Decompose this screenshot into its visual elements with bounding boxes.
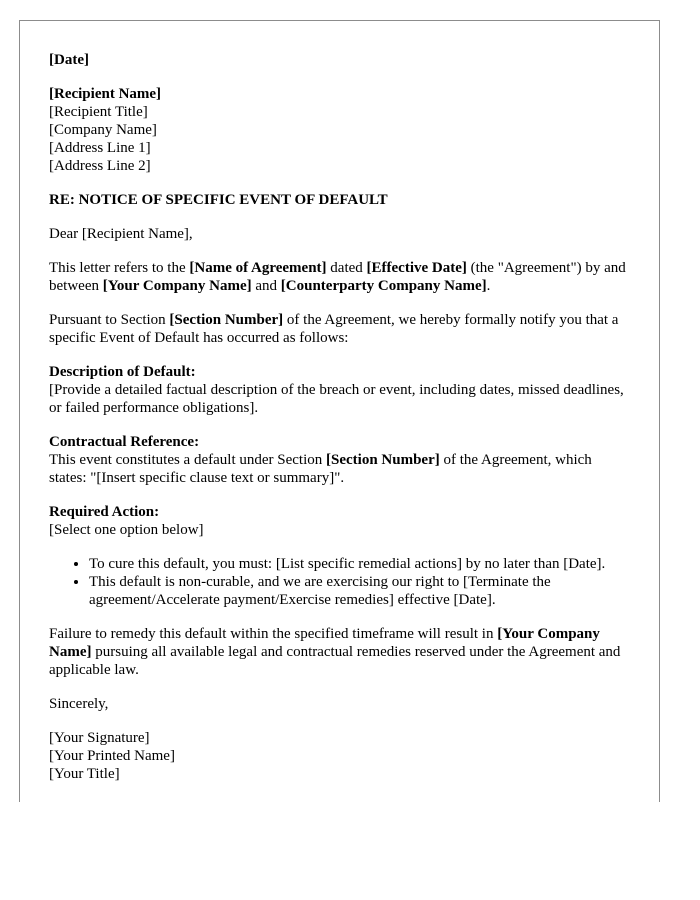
failure-paragraph — [49, 625, 630, 679]
description-heading-text: Description of Default: — [49, 364, 196, 380]
description-text: [Provide a detailed factual description of the breach or event, including dates, missed deadlines, or failed performance obligations]. — [49, 382, 624, 416]
agreement-name: [Name of Agreement] — [189, 260, 327, 276]
intro-text-2: dated — [326, 260, 367, 276]
required-action-section — [49, 503, 630, 539]
recipient-company: [Company Name] — [49, 122, 157, 138]
your-company-name: [Your Company Name] — [102, 278, 252, 294]
required-action-heading-text: Required Action: — [49, 504, 160, 520]
failure-text-2: pursuing all available legal and contractual remedies reserved under the Agreement and applicable law. — [49, 644, 621, 678]
list-item: • To cure this default, you must: [List specific remedial actions] by no later than [Date]. — [89, 555, 630, 573]
counterparty-company-name: [Counterparty Company Name] — [280, 278, 487, 294]
effective-date: [Effective Date] — [366, 260, 467, 276]
pursuant-text-2: of the Agreement, we hereby formally notify you that a specific Event of Default has occurred as follows: — [49, 312, 619, 346]
contractual-heading — [49, 433, 630, 451]
required-action-options — [49, 555, 630, 609]
intro-text-4: and — [251, 278, 281, 294]
recipient-name — [49, 85, 630, 103]
required-action-text: [Select one option below] — [49, 522, 204, 538]
recipient-name-text: [Recipient Name] — [49, 86, 162, 102]
contractual-text-1: This event constitutes a default under Section — [49, 452, 327, 468]
recipient-title: [Recipient Title] — [49, 104, 148, 120]
contractual-text-2: of the Agreement, which states: "[Insert specific clause text or summary]". — [49, 452, 592, 486]
failure-company-name: [Your Company Name] — [49, 626, 600, 660]
pursuant-text-1: Pursuant to Section — [49, 312, 170, 328]
signature-block — [49, 729, 630, 783]
closing: Sincerely, — [49, 696, 109, 712]
title-line: [Your Title] — [49, 766, 120, 782]
recipient-address-line-1: [Address Line 1] — [49, 140, 151, 156]
subject-text: RE: NOTICE OF SPECIFIC EVENT OF DEFAULT — [49, 192, 388, 208]
letter-page — [19, 20, 660, 802]
intro-paragraph — [49, 259, 630, 295]
failure-text-1: Failure to remedy this default within the specified timeframe will result in — [49, 626, 498, 642]
recipient-address-line-2: [Address Line 2] — [49, 158, 151, 174]
description-section — [49, 363, 630, 417]
date-text: [Date] — [49, 52, 89, 68]
recipient-block — [49, 85, 630, 175]
section-number: [Section Number] — [169, 312, 284, 328]
signature-line: [Your Signature] — [49, 730, 150, 746]
pursuant-paragraph — [49, 311, 630, 347]
salutation: Dear [Recipient Name], — [49, 226, 193, 242]
description-heading — [49, 363, 630, 381]
required-action-heading — [49, 503, 630, 521]
list-item: • This default is non-curable, and we are exercising our right to [Terminate the agreement/Accelerate payment/Exercise remedies] effective [Date]. — [89, 573, 630, 609]
letter-date — [49, 51, 630, 69]
contractual-section-number: [Section Number] — [326, 452, 440, 468]
contractual-heading-text: Contractual Reference: — [49, 434, 200, 450]
printed-name-line: [Your Printed Name] — [49, 748, 175, 764]
intro-text-1: This letter refers to the — [49, 260, 190, 276]
contractual-text — [49, 451, 630, 487]
intro-text-3: (the "Agreement") by and between — [49, 260, 626, 294]
contractual-section — [49, 433, 630, 487]
intro-text-5: . — [486, 278, 491, 294]
subject-line — [49, 191, 630, 209]
